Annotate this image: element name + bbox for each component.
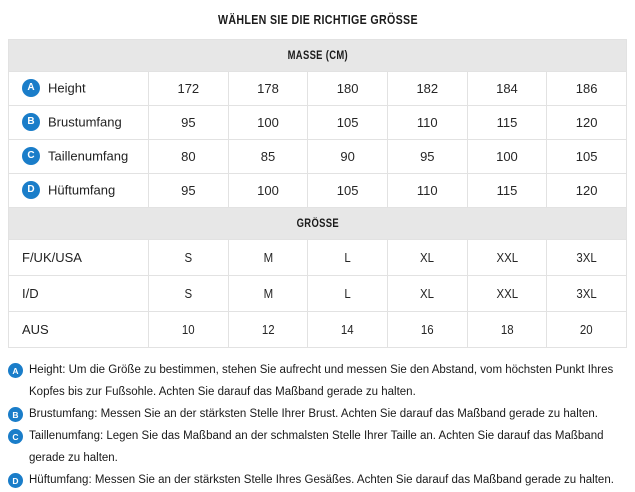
value-cell <box>467 140 547 174</box>
value-cell <box>308 276 388 312</box>
value-cell <box>228 174 308 208</box>
cell-value: 184 <box>496 81 518 96</box>
cell-value: 18 <box>500 322 514 337</box>
section-header-measurements-cell <box>9 40 627 72</box>
cell-value: 178 <box>257 81 279 96</box>
row-label-cell <box>9 106 149 140</box>
row-label: Height <box>48 79 86 95</box>
row-label-cell <box>9 276 149 312</box>
value-cell <box>228 140 308 174</box>
cell-value: 16 <box>420 322 434 337</box>
value-cell <box>387 174 467 208</box>
footnote-d <box>8 469 627 491</box>
footnote-text: Brustumfang: Messen Sie an der stärksten Stelle Ihrer Brust. Achten Sie darauf das Maßband gerade zu halten. <box>29 408 598 420</box>
value-cell <box>228 106 308 140</box>
row-label-cell <box>9 312 149 348</box>
cell-value: 100 <box>496 149 518 164</box>
value-cell <box>467 174 547 208</box>
value-cell <box>228 240 308 276</box>
value-cell <box>149 72 229 106</box>
row-label: Brustumfang <box>48 113 122 129</box>
cell-value: 90 <box>340 149 355 164</box>
value-cell <box>387 276 467 312</box>
value-cell <box>547 312 627 348</box>
value-cell <box>547 276 627 312</box>
row-label: F/UK/USA <box>22 250 82 265</box>
footnote-c <box>8 425 627 469</box>
value-cell <box>467 240 547 276</box>
cell-value: XXL <box>496 250 518 265</box>
measure-badge-d-icon: D <box>22 181 40 199</box>
value-cell <box>467 106 547 140</box>
section-header-measurements <box>9 40 627 72</box>
value-cell <box>308 72 388 106</box>
value-cell <box>387 240 467 276</box>
row-label: AUS <box>22 322 49 337</box>
cell-value: XL <box>420 286 435 301</box>
section-header-sizes-label: GRÖSSE <box>296 217 339 230</box>
page-title-text: WÄHLEN SIE DIE RICHTIGE GRÖSSE <box>217 12 418 27</box>
cell-value: 3XL <box>576 250 597 265</box>
footnote-a <box>8 359 627 403</box>
footnote-b <box>8 403 627 425</box>
section-header-sizes <box>9 208 627 240</box>
footnote-text: Height: Um die Größe zu bestimmen, stehen Sie aufrecht und messen Sie den Abstand, vom höchsten Punkt Ihres Kopfes bis zur Fußsohle. Achten Sie darauf das Maßband gerade zu halten. <box>29 364 614 398</box>
section-header-sizes-cell <box>9 208 627 240</box>
row-label-cell <box>9 140 149 174</box>
row-label: Taillenumfang <box>48 147 129 163</box>
footnote-badge-d-icon: D <box>8 473 23 488</box>
cell-value: 120 <box>575 115 598 130</box>
value-cell <box>149 174 229 208</box>
value-cell <box>228 72 308 106</box>
cell-value: 85 <box>260 149 276 164</box>
table-row-height <box>9 72 627 106</box>
measure-badge-a-icon: A <box>22 79 40 97</box>
value-cell <box>228 312 308 348</box>
value-cell <box>149 106 229 140</box>
cell-value: 95 <box>420 149 435 164</box>
table-row-aus <box>9 312 627 348</box>
row-label-cell <box>9 240 149 276</box>
row-label-cell <box>9 174 149 208</box>
footnotes <box>8 348 627 491</box>
cell-value: 3XL <box>576 286 597 301</box>
cell-value: 10 <box>181 322 195 337</box>
value-cell <box>547 240 627 276</box>
size-chart-table <box>8 39 627 348</box>
footnote-badge-c-icon: C <box>8 429 23 444</box>
cell-value: 105 <box>336 115 359 130</box>
value-cell <box>547 106 627 140</box>
table-row-h-ftumfang <box>9 174 627 208</box>
value-cell <box>547 174 627 208</box>
value-cell <box>149 276 229 312</box>
table-row-i-d <box>9 276 627 312</box>
cell-value: 110 <box>416 183 438 198</box>
cell-value: XL <box>420 250 435 265</box>
value-cell <box>467 312 547 348</box>
cell-value: M <box>263 250 273 265</box>
cell-value: L <box>344 286 351 301</box>
cell-value: 172 <box>177 81 200 96</box>
value-cell <box>387 140 467 174</box>
value-cell <box>308 174 388 208</box>
value-cell <box>387 312 467 348</box>
cell-value: 100 <box>257 183 279 198</box>
value-cell <box>149 240 229 276</box>
value-cell <box>308 140 388 174</box>
row-label-cell <box>9 72 149 106</box>
cell-value: M <box>263 286 273 301</box>
footnote-text: Taillenumfang: Legen Sie das Maßband an der schmalsten Stelle Ihrer Taille an. Achten Sie darauf das Maßband gerade zu halten. <box>29 430 604 464</box>
value-cell <box>387 106 467 140</box>
row-label: I/D <box>22 286 39 301</box>
cell-value: S <box>184 250 193 265</box>
value-cell <box>387 72 467 106</box>
table-row-taillenumfang <box>9 140 627 174</box>
cell-value: 120 <box>575 183 598 198</box>
value-cell <box>308 106 388 140</box>
cell-value: 80 <box>181 149 196 164</box>
cell-value: 20 <box>580 322 594 337</box>
cell-value: 105 <box>336 183 359 198</box>
row-label: Hüftumfang <box>48 181 116 197</box>
value-cell <box>467 72 547 106</box>
cell-value: 180 <box>336 81 359 96</box>
cell-value: 14 <box>341 322 355 337</box>
table-row-brustumfang <box>9 106 627 140</box>
table-row-f-uk-usa <box>9 240 627 276</box>
measure-badge-b-icon: B <box>22 113 40 131</box>
value-cell <box>228 276 308 312</box>
cell-value: 110 <box>416 115 438 130</box>
value-cell <box>149 312 229 348</box>
footnote-badge-a-icon: A <box>8 363 23 378</box>
value-cell <box>547 72 627 106</box>
section-header-measurements-label: MASSE (CM) <box>287 49 348 62</box>
cell-value: 12 <box>261 322 275 337</box>
cell-value: 186 <box>575 81 598 96</box>
value-cell <box>308 312 388 348</box>
value-cell <box>467 276 547 312</box>
value-cell <box>149 140 229 174</box>
cell-value: 182 <box>416 81 439 96</box>
footnote-text: Hüftumfang: Messen Sie an der stärksten Stelle Ihres Gesäßes. Achten Sie darauf das Maßband gerade zu halten. <box>29 474 614 486</box>
cell-value: L <box>344 250 351 265</box>
cell-value: 105 <box>575 149 598 164</box>
cell-value: S <box>184 286 193 301</box>
measure-badge-c-icon: C <box>22 147 40 165</box>
page-title <box>8 12 627 27</box>
cell-value: 95 <box>181 183 196 198</box>
cell-value: 95 <box>181 115 196 130</box>
cell-value: XXL <box>496 286 518 301</box>
cell-value: 115 <box>496 183 518 198</box>
footnote-badge-b-icon: B <box>8 407 23 422</box>
cell-value: 115 <box>496 115 518 130</box>
value-cell <box>547 140 627 174</box>
cell-value: 100 <box>257 115 279 130</box>
value-cell <box>308 240 388 276</box>
